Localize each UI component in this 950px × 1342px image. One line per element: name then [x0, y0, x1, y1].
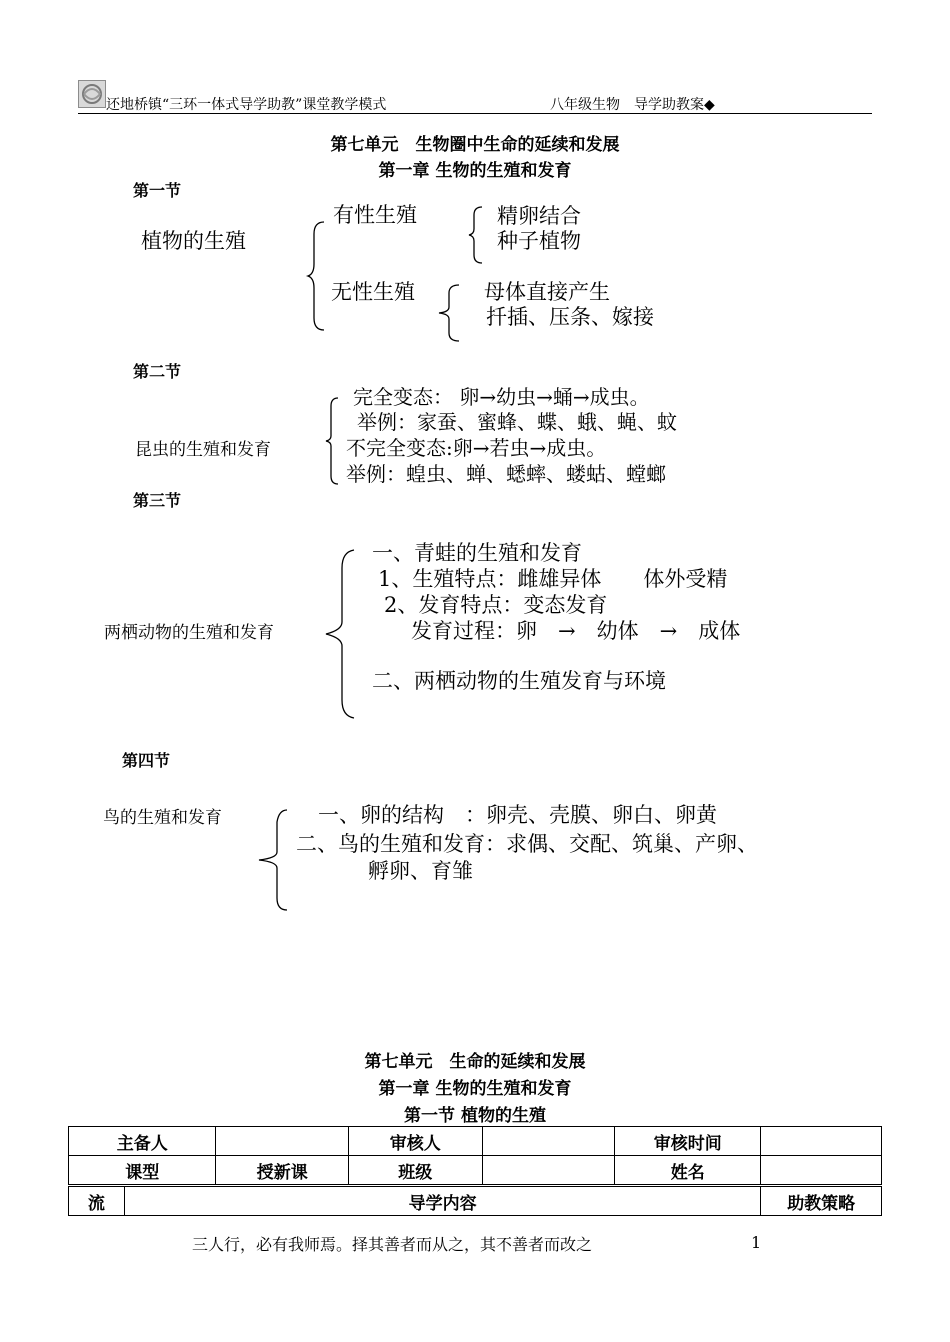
table-cell: 主备人 — [69, 1127, 216, 1156]
section2-topic: 昆虫的生殖和发育 — [135, 440, 271, 460]
section3-topic: 两栖动物的生殖和发育 — [104, 623, 274, 643]
lesson-unit-title: 第七单元 生命的延续和发展 — [364, 1052, 586, 1072]
header-left-text: 还地桥镇“三环一体式导学助教”课堂教学模式 — [106, 97, 387, 113]
footer-motto: 三人行，必有我师焉。择其善者而从之，其不善者而改之 — [192, 1235, 593, 1254]
table-cell: 流 — [69, 1187, 125, 1216]
section2-line-4: 举例：蝗虫、蝉、蟋蟀、蝼蛄、螳螂 — [346, 462, 666, 486]
section3-line-2: 1、生殖特点：雌雄异体 体外受精 — [378, 567, 728, 591]
table-cell: 导学内容 — [124, 1187, 761, 1216]
section1-asexual-item-2: 扦插、压条、嫁接 — [486, 305, 654, 329]
section3-line-1: 一、青蛙的生殖和发育 — [372, 541, 582, 565]
section1-asexual: 无性生殖 — [331, 280, 415, 304]
table-cell — [216, 1127, 349, 1156]
school-logo — [78, 80, 106, 108]
section2-line-1: 完全变态： 卵→幼虫→蛹→成虫。 — [353, 385, 650, 409]
table-cell: 姓名 — [614, 1156, 760, 1185]
section3-brace — [324, 548, 356, 720]
table-cell — [482, 1127, 614, 1156]
section1-label: 第一节 — [133, 181, 182, 200]
table-cell: 审核时间 — [614, 1127, 760, 1156]
section1-sexual: 有性生殖 — [333, 203, 417, 227]
section1-asexual-brace — [437, 283, 463, 343]
section3-line-4: 发育过程：卵 → 幼体 → 成体 — [411, 619, 741, 643]
section1-topic: 植物的生殖 — [141, 229, 246, 253]
table-cell — [761, 1127, 882, 1156]
section2-brace — [325, 396, 341, 486]
table-cell: 课型 — [69, 1156, 216, 1185]
logo-icon — [78, 80, 106, 108]
section4-brace — [257, 808, 291, 912]
section4-label: 第四节 — [122, 751, 171, 770]
outline-chapter-title: 第一章 生物的生殖和发育 — [378, 161, 572, 181]
section2-line-2: 举例：家蚕、蜜蜂、蝶、蛾、蝇、蚊 — [357, 410, 677, 434]
lesson-info-table — [68, 1126, 882, 1185]
lesson-chapter-title: 第一章 生物的生殖和发育 — [378, 1079, 572, 1099]
section2-label: 第二节 — [133, 362, 182, 381]
table-cell — [482, 1156, 614, 1185]
table-cell: 授新课 — [216, 1156, 349, 1185]
section1-sexual-item-1: 精卵结合 — [497, 204, 581, 228]
section1-main-brace — [306, 220, 328, 332]
section3-line-3: 2、发育特点：变态发育 — [384, 593, 608, 617]
section2-line-3: 不完全变态:卵→若虫→成虫。 — [346, 436, 607, 460]
section4-line-3: 孵卵、育雏 — [368, 859, 473, 883]
section4-line-1: 一、卵的结构 ：卵壳、壳膜、卵白、卵黄 — [318, 803, 717, 827]
table-cell: 审核人 — [349, 1127, 483, 1156]
section1-sexual-item-2: 种子植物 — [497, 229, 581, 253]
outline-unit-title: 第七单元 生物圈中生命的延续和发展 — [330, 135, 620, 155]
table-row — [69, 1156, 882, 1185]
section4-topic: 鸟的生殖和发育 — [103, 808, 222, 828]
page-number: 1 — [751, 1233, 762, 1252]
table-row — [69, 1187, 882, 1216]
table-cell: 助教策略 — [761, 1187, 882, 1216]
section4-line-2: 二、鸟的生殖和发育：求偶、交配、筑巢、产卵、 — [296, 832, 758, 856]
table-row — [69, 1127, 882, 1156]
header-right-text: 八年级生物 导学助教案◆ — [550, 97, 715, 113]
section3-line-5: 二、两栖动物的生殖发育与环境 — [372, 669, 666, 693]
section1-asexual-item-1: 母体直接产生 — [484, 280, 610, 304]
table-cell: 班级 — [349, 1156, 483, 1185]
header-rule — [78, 113, 872, 114]
table-cell — [761, 1156, 882, 1185]
lesson-section-title: 第一节 植物的生殖 — [404, 1106, 546, 1126]
section3-label: 第三节 — [133, 491, 182, 510]
lesson-flow-header — [68, 1186, 882, 1216]
section1-sexual-brace — [468, 205, 486, 265]
